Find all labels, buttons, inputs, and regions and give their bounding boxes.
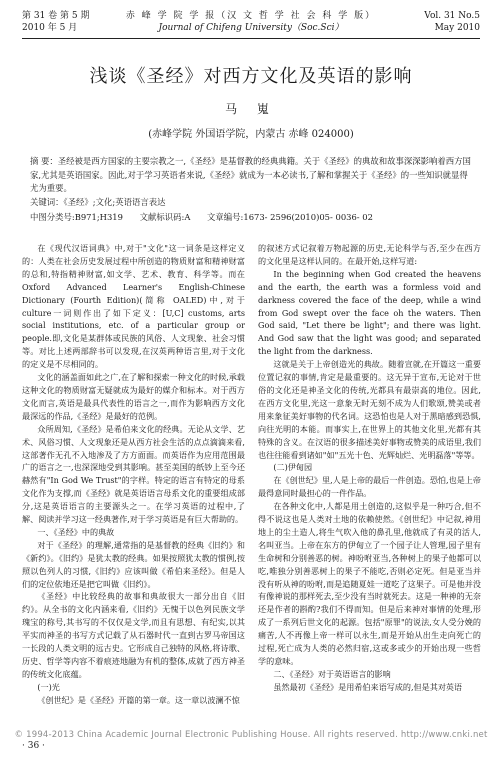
paragraph: 对于《圣经》的理解,通常指的是基督教的经典《旧约》和《新约》。《旧约》是犹太教的经典。如果按照犹太教的惯例,按照以色列人的习惯,《旧约》应该叫做《希伯来圣经》。但是人们的定位依地还是把它叫做《旧约》。 xyxy=(22,539,245,589)
affiliation: (赤峰学院 外国语学院，内蒙古 赤峰 024000) xyxy=(148,129,354,140)
paragraph: 文化的涵盖面如此之广,在了解和探索一种文化的时候,承载这种文化的物质财富无疑就成为最好的媒介和标本。对于西方文化而言,英语是最具代表性的语言之一,而作为影响西方文化最深远的作品,《圣经》是最好的范例。 xyxy=(22,372,245,421)
copyright-watermark: © 1994-2013 China Academic Journal Electronic Publishing House. All rights reserved. http://www.cnki.net xyxy=(14,730,488,740)
volume-issue-en: Vol. 31 No.5 May 2010 xyxy=(424,11,480,33)
section-heading: 二、《圣经》对于英语语言的影响 xyxy=(273,668,391,679)
document-code: 文献标识码:A xyxy=(139,212,191,222)
running-header xyxy=(22,10,480,40)
english-quote: In the beginning when God created the heavens and the earth, the earth was a formless void and darkness covered the face of the deep, while a wind from God swept over the face oh the waters. Then God said, "Let there be light"; and there was light. And God saw that the light was good; and separated the light from the darkness. xyxy=(258,268,481,357)
journal-name: 赤 峰 学 院 学 报（汉 文 哲 学 社 会 科 学 版） Journal of Chifeng University（Soc.Sci） xyxy=(125,11,377,33)
header-rule xyxy=(22,38,480,39)
volume-issue: 第 31 卷 第 5 期 2010 年 5 月 xyxy=(22,11,90,33)
paragraph: 在《创世纪》里,人是上帝的最后一件创造。恐怕,也是上帝最得意同时最担心的一件作品。 xyxy=(258,475,481,499)
paragraph: 《圣经》中比较经典的故事和典故很大一部分出自《旧约》。从全书的文化内涵来看,《旧约》无愧于以色列民族文学瑰宝的称号,其书写的不仅仅是文学,而且有思想、有纪实,以其平实而神圣的书写方式记载了从石器时代一直到古罗马帝国这一长段的人类文明的远古史。它形成自己独特的风格,将诗歌、历史、哲学等内容不着痕迹地融为有机的整体,成就了西方神圣的传统文化底蕴。 xyxy=(22,591,245,679)
paragraph: 在《现代汉语词典》中,对于"文化"这一词条是这样定义的：人类在社会历史发展过程中所创造的物质财富和精神财富的总和,特指精神财富,如文学、艺术、教育、科学等。而在Oxford Advanced Learner's English-Chinese Dictionary (Fourth Edition)(简称 OALED)中,对于culture一词则作出了如下定义：[U,C] customs, arts social institutions, etc. of a particular group or people.即,文化是某群体或民族的风俗、人文现象、社会习惯等。对比上述两部辞书可以发现,在汉英两种语言里,对于文化的定义是不尽相同的。 xyxy=(22,243,245,370)
left-column xyxy=(22,242,245,707)
paragraph: 众所周知,《圣经》是希伯来文化的经典。无论从文学、艺术、风俗习惯、人文现象还是从西方社会生活的点点滴滴来看,这部著作无孔不入地渗及了方方面面。而英语作为应用范围最广的语言之一,也深深地受到其影响。甚至美国的纸钞上至今还赫然有"In God We Trust"的字样。特定的语言有特定的母系文化作为支撑,而《圣经》就是英语语言母系文化的重要组成部分,这是英语语言的主要源头之一。在学习英语的过程中,了解、阅读并学习这一经典著作,对于学习英语是有巨大帮助的。 xyxy=(22,423,245,525)
author-name: 马 嵬 xyxy=(225,102,277,116)
paragraph: 的叙述方式记叙着万物起源的历史,无论科学与否,至少在西方的文化里是这样认同的。在最开始,这样写道: xyxy=(258,243,481,266)
abstract: 摘 要：圣经被是西方国家的主要宗教之一,《圣经》是基督教的经典典籍。关于《圣经》的典故和故事深深影响着西方国家,尤其是英语国家。因此,对于学习英语者来说,《圣经》就成为一本必读书,了解和掌握关于《圣经》的一些知识就显得尤为重要。 xyxy=(30,156,471,193)
keywords: 关键词：《圣经》;文化;英语语言表达 xyxy=(30,197,166,207)
article-title: 浅谈《圣经》对西方文化及英语的影响 xyxy=(89,66,413,87)
article-number: 文章编号:1673- 2596(2010)05- 0036- 02 xyxy=(207,212,373,222)
right-column xyxy=(258,242,481,694)
paragraph: 这就是关于上帝创造光的典故。随着宣就,在开篇这一重要位置记叙的事情,肯定是最重要的。这无异于宣布,无论对于世俗的文化还是神圣文化的传统,光都具有最崇高的地位。因此,在西方文化里,光这一意象无时无刻不成为人们歌颂,赞美或者用来象征美好事物的代名词。这恐怕也是人对于黑暗感到恐惧,向往光明的本能。而事实上,在世界上的其他文化里,光都有其特殊的含义。在汉语的很多描述美好事物或赞美的成语里,我们也往往能看到诸如"如"五光十色、光辉灿烂、光明磊落"等等。 xyxy=(258,359,481,460)
paragraph: 在各种文化中,人都是用土创造的,这似乎是一种巧合,但不得不说这也是人类对土地的依赖使然。《创世纪》中记叙,神用地上的尘土造人,将生气吹入他的鼻孔里,他就成了有灵的活人,名叫亚当。上帝在东方的伊甸立了一个园子让人管理,园子里有生命树和分别善恶的树。神吩咐亚当,各种树上的果子他都可以吃,唯独分别善恶树上的果子不能吃,否则必定死。但是亚当并没有听从神的吩咐,而是追随夏娃一道吃了这果子。可是他并没有像神说的那样死去,至少没有当时就死去。这是一种神的无奈还是作者的斟酌?我们不得而知。但是后来神对事情的处理,形成了一系列后世文化的起源。包括"原罪"的说法,女人受分娩的痛苦,人不再像上帝一样可以永生,而是开始从出生走向死亡的过程,死亡成为人类的必然归宿,这或多或少的开始出现一些哲学的意味。 xyxy=(258,501,481,666)
paragraph: 《创世纪》是《圣经》开篇的第一章。这一章以波澜不惊 xyxy=(37,694,240,705)
section-heading: 一、《圣经》中的典故 xyxy=(37,526,115,537)
subsection-heading: (一)光 xyxy=(37,681,60,692)
page-number: · 36 · xyxy=(22,741,45,751)
subsection-heading: (二)伊甸园 xyxy=(273,462,313,473)
clc-number: 中图分类号:B971;H319 xyxy=(30,212,123,222)
paragraph: 虽然最初《圣经》是用希伯来语写成的,但是其对英语 xyxy=(273,681,463,692)
classification-line xyxy=(30,211,472,223)
